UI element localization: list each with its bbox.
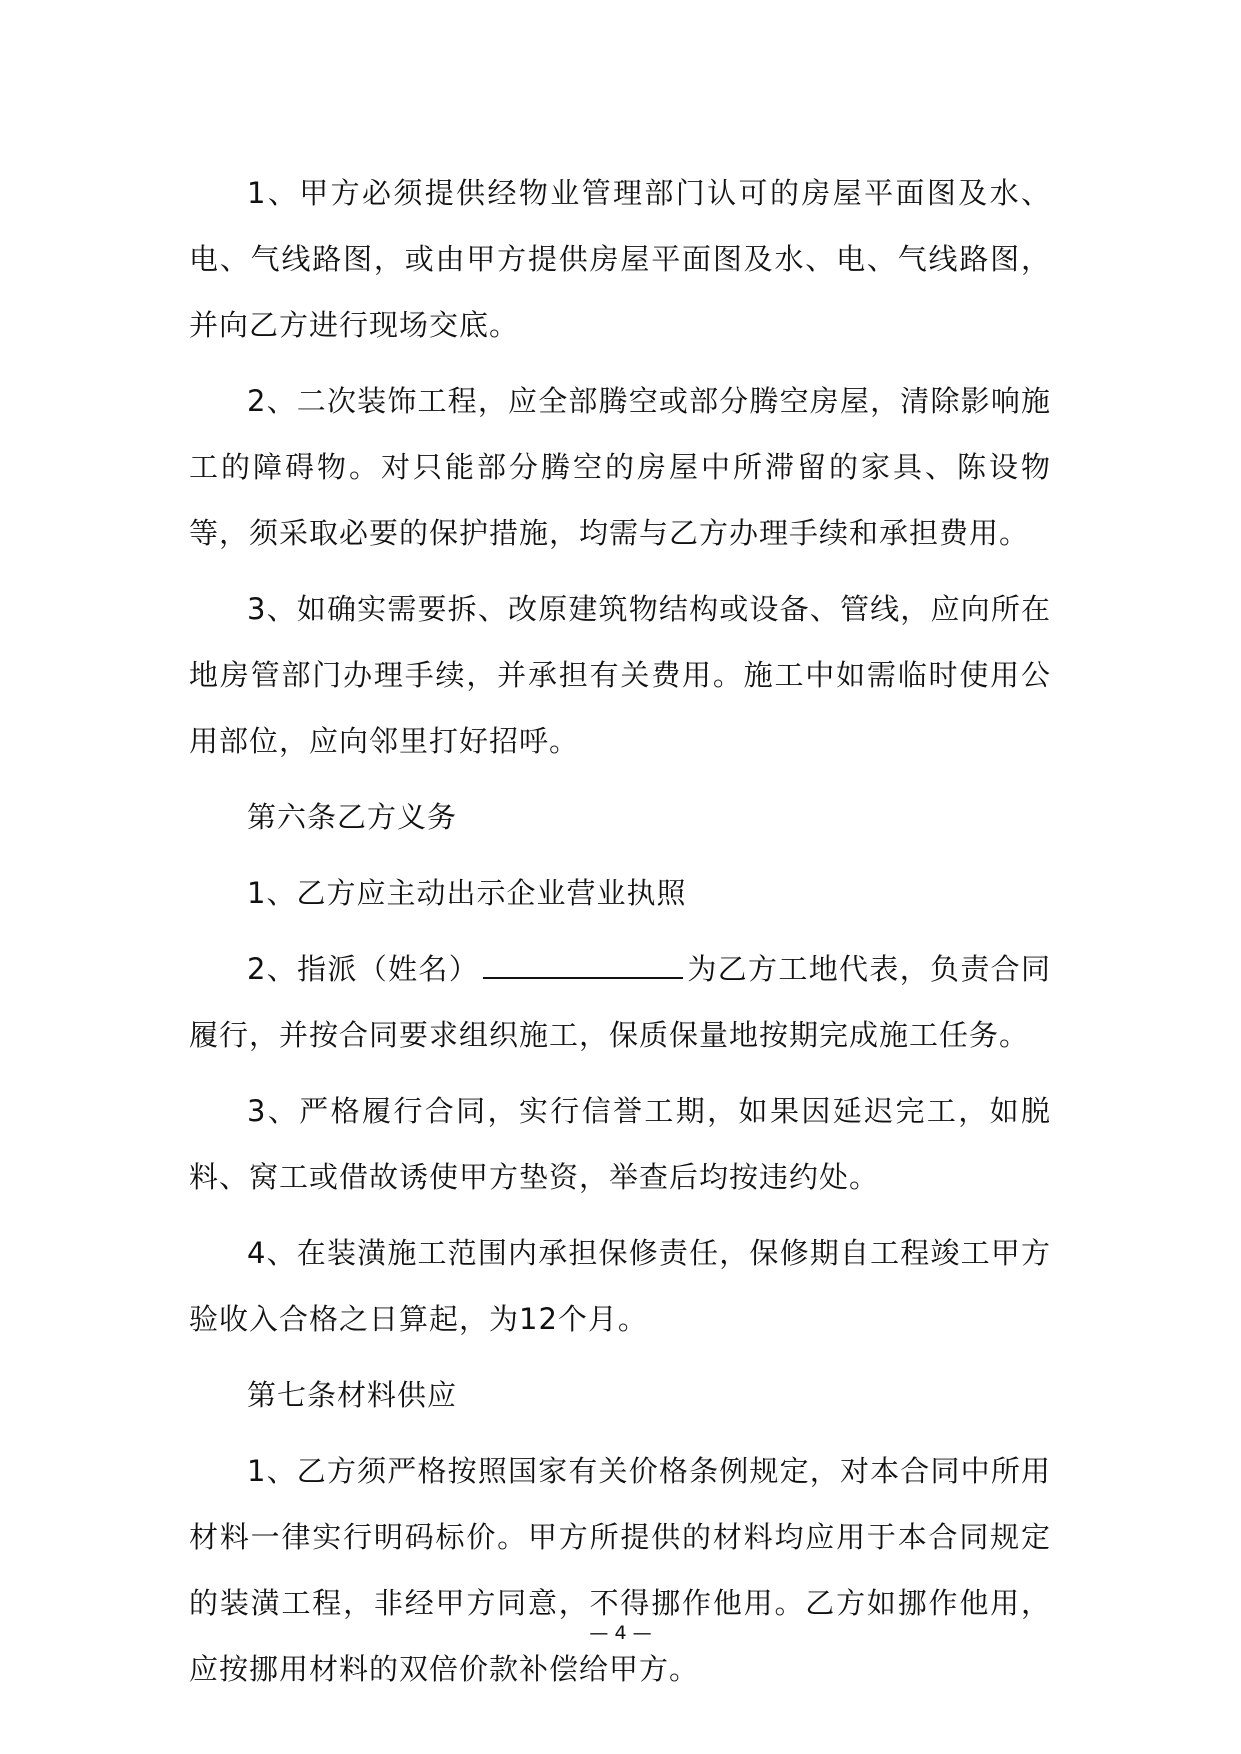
name-blank-line	[483, 947, 683, 979]
clause-6-item-1: 1、乙方应主动出示企业营业执照	[247, 876, 687, 910]
clause-7-heading: 第七条材料供应	[247, 1378, 458, 1412]
page-number: — 4 —	[589, 1622, 652, 1644]
clause-6-item-4: 4、在装潢施工范围内承担保修责任，保修期自工程竣工甲方验收入合格之日算起，为12个月。	[189, 1236, 1051, 1336]
clause-6-item-2-lead: 2、指派（姓名）	[247, 952, 480, 986]
clause-6-item-3: 3、严格履行合同，实行信誉工期，如果因延迟完工，如脱料、窝工或借故诱使甲方垫资，举查后均按违约处。	[189, 1094, 1051, 1194]
clause-6-item-2	[189, 936, 1051, 1068]
clause-5-item-3: 3、如确实需要拆、改原建筑物结构或设备、管线，应向所在地房管部门办理手续，并承担有关费用。施工中如需临时使用公用部位，应向邻里打好招呼。	[189, 592, 1051, 758]
clause-6-item-2-rest: 为乙方工地代表，负责合同履行，并按合同要求组织施工，保质保量地按期完成施工任务。	[189, 952, 1051, 1052]
clause-5-item-1: 1、甲方必须提供经物业管理部门认可的房屋平面图及水、电、气线路图，或由甲方提供房屋平面图及水、电、气线路图，并向乙方进行现场交底。	[189, 176, 1051, 342]
document-body	[189, 160, 1051, 1712]
clause-6-heading: 第六条乙方义务	[247, 800, 458, 834]
clause-7-item-1: 1、乙方须严格按照国家有关价格条例规定，对本合同中所用材料一律实行明码标价。甲方所提供的材料均应用于本合同规定的装潢工程，非经甲方同意，不得挪作他用。乙方如挪作他用，应按挪用材料的双倍价款补偿给甲方。	[189, 1454, 1051, 1686]
clause-5-item-2: 2、二次装饰工程，应全部腾空或部分腾空房屋，清除影响施工的障碍物。对只能部分腾空的房屋中所滞留的家具、陈设物等，须采取必要的保护措施，均需与乙方办理手续和承担费用。	[189, 384, 1051, 550]
